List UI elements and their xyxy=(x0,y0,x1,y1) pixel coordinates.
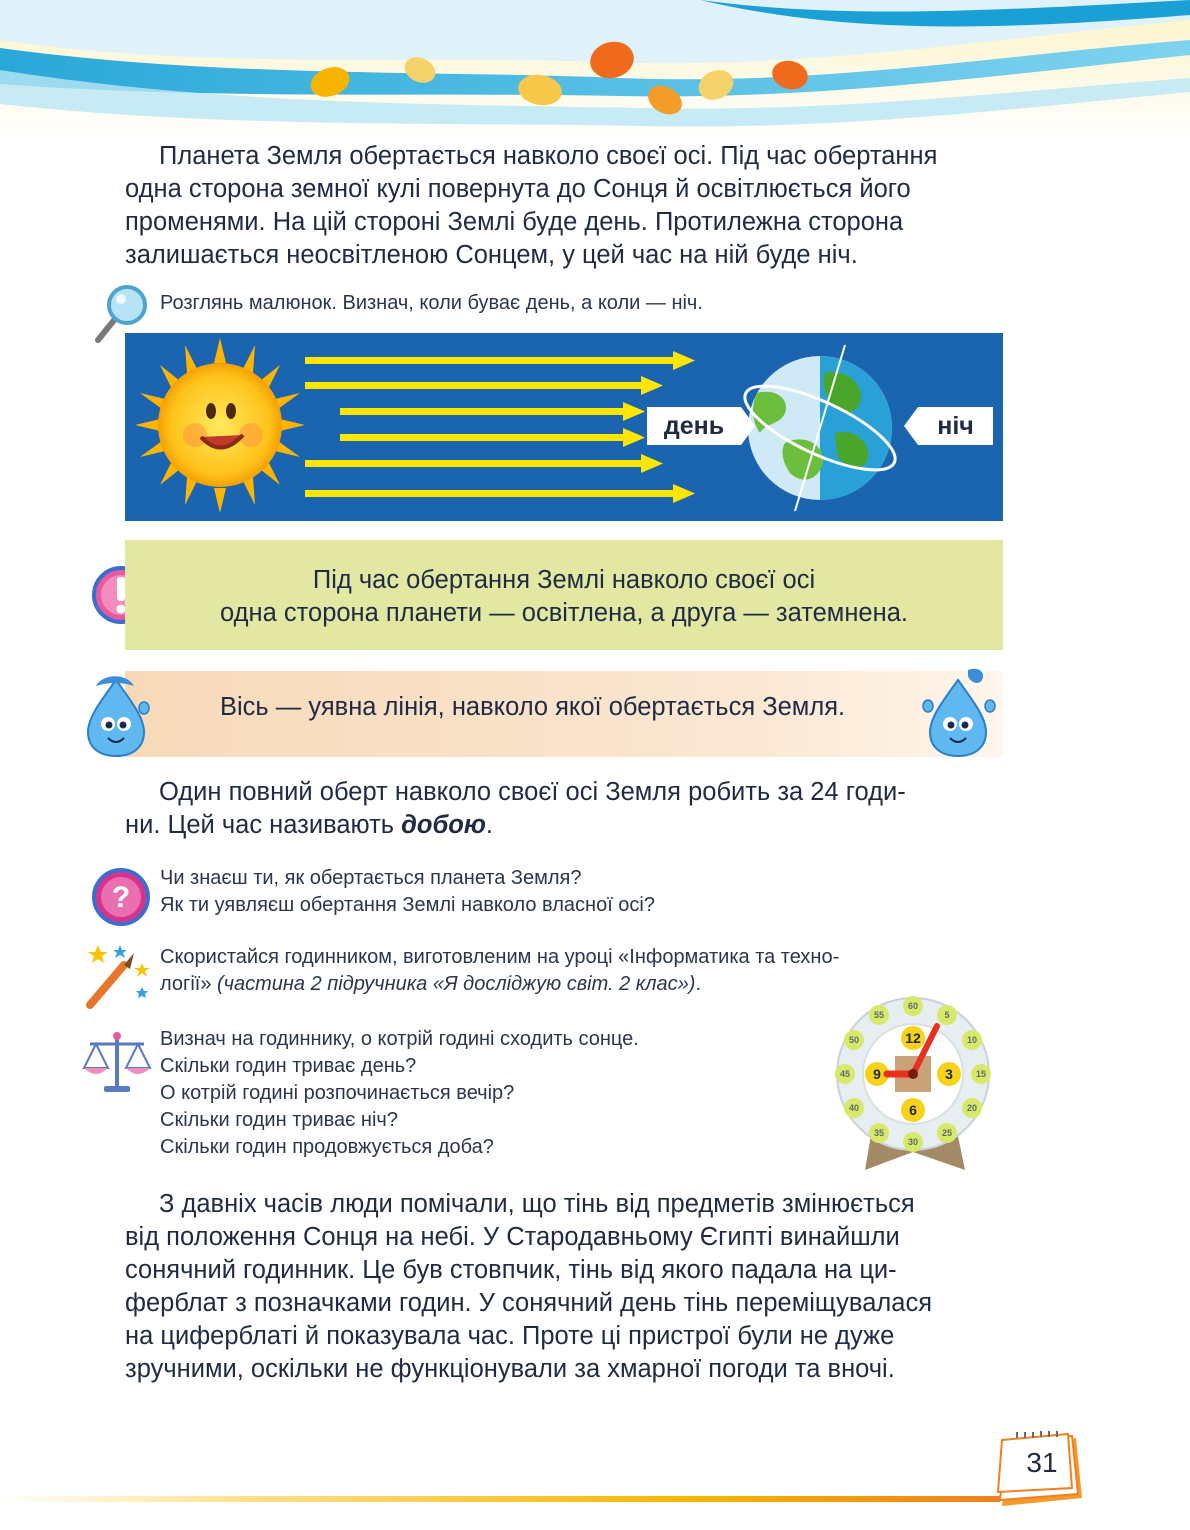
night-label-arrow xyxy=(904,407,918,445)
water-drop-character-icon-2 xyxy=(920,664,996,758)
svg-text:?: ? xyxy=(111,881,131,914)
svg-text:30: 30 xyxy=(907,1137,919,1147)
svg-text:15: 15 xyxy=(975,1069,987,1079)
svg-text:12: 12 xyxy=(905,1030,921,1046)
day-night-diagram xyxy=(125,333,1003,521)
intro-paragraph: Планета Земля обертається навколо своєї осі. Під час обертання одна сторона земної кулі повернута до Сонця й освітлюється його променями. На цій стороні Землі буде день. Протилежна сторона залишається неосвітленою Сонцем, у цей час на ній буде ніч. xyxy=(125,142,938,269)
svg-text:40: 40 xyxy=(848,1103,860,1113)
task-examine: Розглянь малюнок. Визнач, коли буває день, а коли — ніч. xyxy=(160,292,703,314)
clock-questions: Визнач на годиннику, о котрій годині сходить сонце. Скільки годин триває день? О котрій годині розпочинається вечір? Скільки годин триває ніч? Скільки годин продовжується доба? xyxy=(160,1028,639,1158)
sunlight-arrows xyxy=(305,351,695,503)
history-paragraph: З давніх часів люди помічали, що тінь від предметів змінюється від положення Сонця на небі. У Стародавньому Єгипті винайшли сонячний годинник. Це був стовпчик, тінь від якого падала на ци- ферблат з позначками годин. У сонячний день тінь переміщувалася на циферблаті й показувала час. Проте ці пристрої були не дуже зручними, оскільки не функціонували за хмарної погоди та вночі. xyxy=(125,1190,932,1383)
diagram-drawing xyxy=(125,333,1003,521)
term-doba: добою xyxy=(401,811,486,839)
earth-icon xyxy=(735,345,906,511)
svg-text:45: 45 xyxy=(839,1069,851,1079)
sun-icon xyxy=(135,338,305,513)
scales-icon xyxy=(82,1030,152,1098)
svg-text:5: 5 xyxy=(944,1010,950,1020)
svg-text:6: 6 xyxy=(909,1102,917,1118)
svg-text:20: 20 xyxy=(966,1103,978,1113)
day-paragraph: Один повний оберт навколо своєї осі Земля робить за 24 годи- ни. Цей час називають добою. xyxy=(125,778,906,839)
brush-stars-icon xyxy=(80,943,152,1009)
svg-text:55: 55 xyxy=(873,1010,885,1020)
night-label: ніч xyxy=(918,407,993,445)
questions-block: Чи знаєш ти, як обертається планета Земля? Як ти уявляєш обертання Землі навколо власної осі? xyxy=(160,867,655,916)
svg-text:10: 10 xyxy=(966,1035,978,1045)
water-drop-character-icon xyxy=(82,668,150,758)
top-banner xyxy=(0,0,1190,140)
svg-text:50: 50 xyxy=(848,1035,860,1045)
page-number: 31 xyxy=(1026,1447,1058,1478)
svg-text:25: 25 xyxy=(941,1128,953,1138)
bottom-decoration-bar xyxy=(0,1496,1000,1502)
question-icon xyxy=(91,867,151,927)
svg-text:35: 35 xyxy=(873,1128,885,1138)
svg-text:3: 3 xyxy=(945,1066,953,1082)
svg-text:60: 60 xyxy=(907,1001,919,1011)
day-label-arrow xyxy=(741,407,755,445)
svg-text:9: 9 xyxy=(873,1066,881,1082)
definition-box: Вісь — уявна лінія, навколо якої обертається Земля. xyxy=(125,671,1003,757)
craft-task: Скористайся годинником, виготовленим на уроці «Інформатика та техно- логії» (частина 2 підручника «Я досліджую світ. 2 клас»). xyxy=(160,946,840,995)
paper-clock-illustration xyxy=(835,992,995,1172)
day-label: день xyxy=(647,407,741,445)
rule-box: Під час обертання Землі навколо своєї осі одна сторона планети — освітлена, а друга — затемнена. xyxy=(125,540,1003,650)
